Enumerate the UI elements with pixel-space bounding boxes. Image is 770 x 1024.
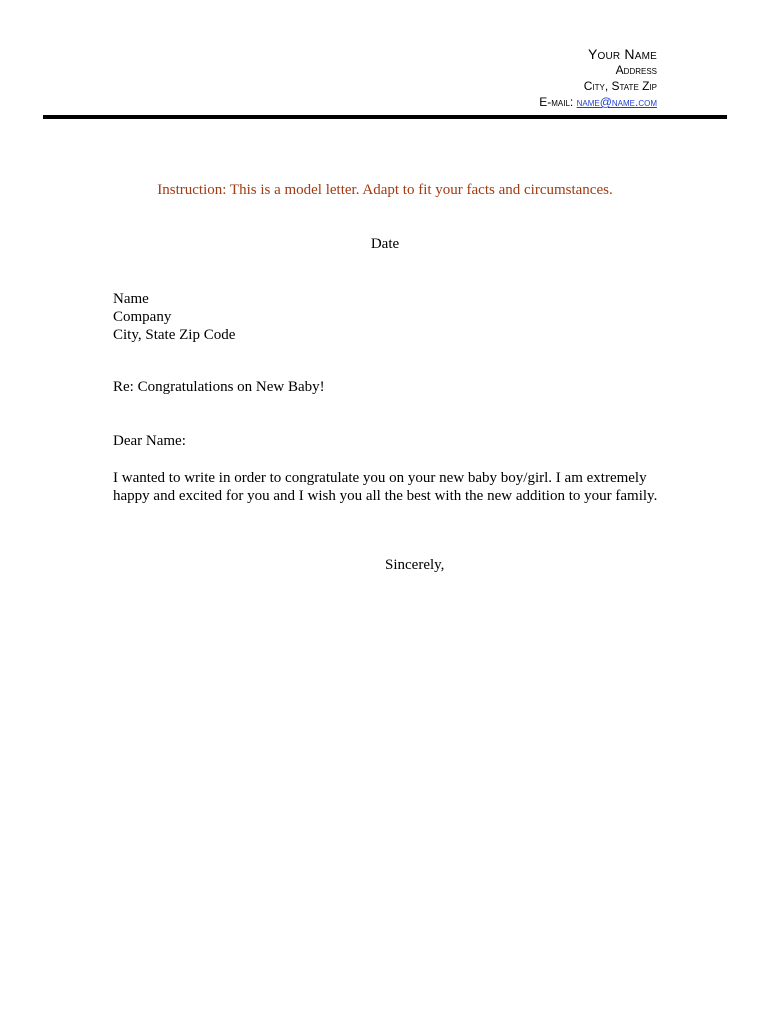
header-divider [43, 115, 727, 119]
instruction-note: Instruction: This is a model letter. Adapt to fit your facts and circumstances. [157, 182, 613, 198]
sender-city-state-zip: City, State Zip [583, 79, 657, 93]
sender-address: Address [615, 63, 657, 77]
letter-body [113, 469, 657, 505]
recipient-name: Name [113, 291, 149, 307]
email-link[interactable]: name@name.com [576, 95, 657, 109]
letterhead [539, 46, 657, 110]
recipient-company: Company [113, 309, 172, 325]
re-line: Re: Congratulations on New Baby! [113, 379, 325, 395]
email-label: E-mail: [539, 95, 577, 109]
salutation: Dear Name: [113, 433, 186, 449]
letter-date: Date [370, 236, 400, 252]
recipient-city-state-zip: City, State Zip Code [113, 327, 236, 343]
body-line: I wanted to write in order to congratulate you on your new baby boy/girl. I am extremely [113, 470, 647, 486]
recipient-address [113, 290, 235, 344]
sender-name: Your Name [587, 46, 657, 62]
sender-email-line [539, 94, 657, 110]
closing: Sincerely, [385, 557, 445, 573]
body-line: happy and excited for you and I wish you all the best with the new addition to your family. [113, 488, 658, 504]
